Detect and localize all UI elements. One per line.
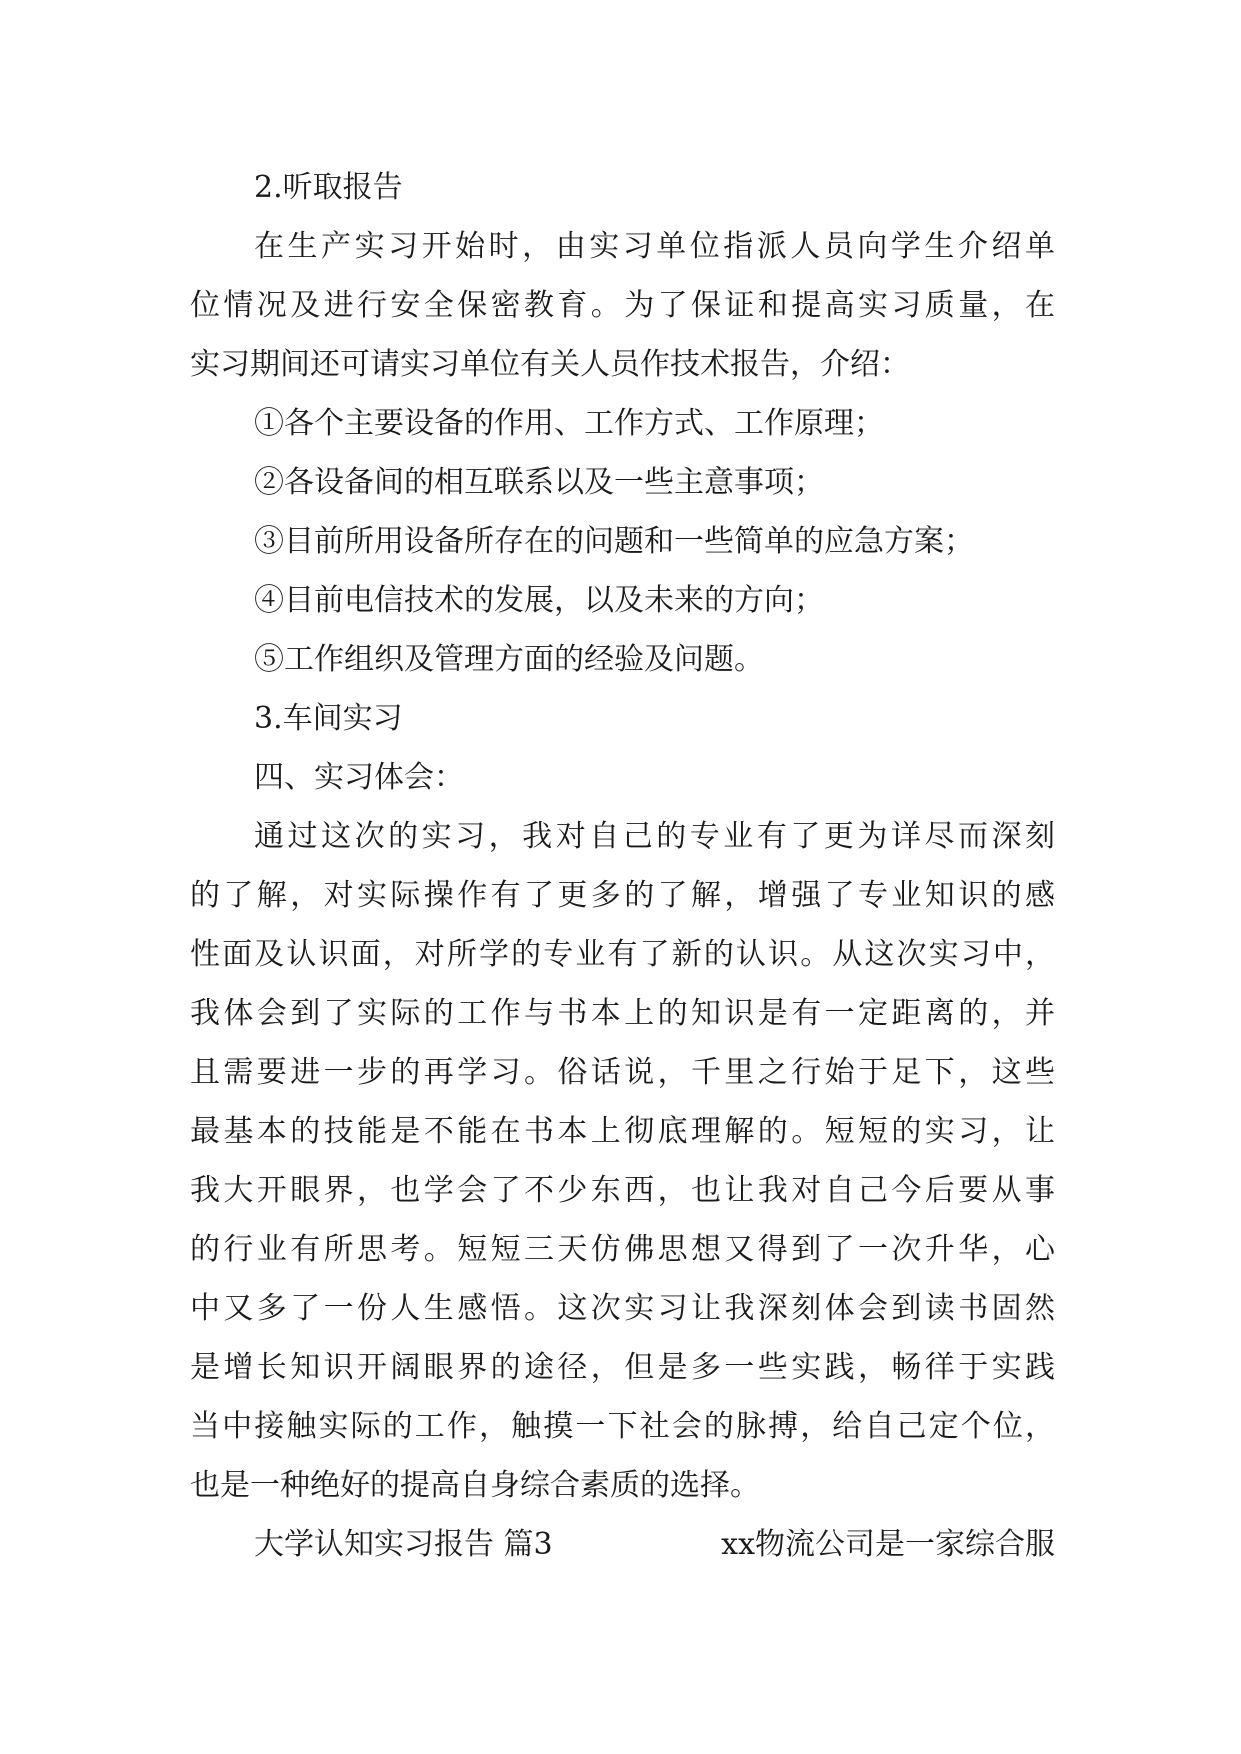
paragraph-line: 中又多了一份人生感悟。这次实习让我深刻体会到读书固然 <box>190 1291 1055 1326</box>
paragraph-line: 也是一种绝好的提高自身综合素质的选择。 <box>190 1468 760 1503</box>
paragraph-line: 当中接触实际的工作，触摸一下社会的脉搏，给自己定个位， <box>190 1409 1055 1444</box>
document-body <box>190 158 1055 1574</box>
next-section-title: 大学认知实习报告 篇3 <box>254 1527 553 1562</box>
paragraph-line: 最基本的技能是不能在书本上彻底理解的。短短的实习，让 <box>190 1114 1055 1149</box>
list-item: ②各设备间的相互联系以及一些主意事项； <box>254 465 824 500</box>
numbered-list <box>190 394 1055 689</box>
paragraph-line: 通过这次的实习，我对自己的专业有了更为详尽而深刻 <box>254 819 1055 854</box>
paragraph-line: 是增长知识开阔眼界的途径，但是多一些实践，畅徉于实践 <box>190 1350 1055 1385</box>
paragraph-line: 且需要进一步的再学习。俗话说，千里之行始于足下，这些 <box>190 1055 1055 1090</box>
paragraph-line: 的行业有所思考。短短三天仿佛思想又得到了一次升华，心 <box>190 1232 1055 1267</box>
paragraph-line: 的了解，对实际操作有了更多的了解，增强了专业知识的感 <box>190 878 1055 913</box>
next-section-start: xx物流公司是一家综合服 <box>721 1527 1055 1562</box>
list-item: ③目前所用设备所存在的问题和一些简单的应急方案； <box>254 524 974 559</box>
subheading-workshop: 3.车间实习 <box>254 701 403 736</box>
list-item: ⑤工作组织及管理方面的经验及问题。 <box>254 642 764 677</box>
paragraph-line: 在生产实习开始时，由实习单位指派人员向学生介绍单 <box>254 229 1055 264</box>
paragraph-line: 我体会到了实际的工作与书本上的知识是有一定距离的，并 <box>190 996 1055 1031</box>
paragraph-line: 性面及认识面，对所学的专业有了新的认识。从这次实习中， <box>190 937 1055 972</box>
next-section-row <box>190 1515 1055 1574</box>
paragraph-line: 位情况及进行安全保密教育。为了保证和提高实习质量，在 <box>190 288 1055 323</box>
list-item: ④目前电信技术的发展，以及未来的方向； <box>254 583 824 618</box>
paragraph-line: 实习期间还可请实习单位有关人员作技术报告，介绍： <box>190 347 910 382</box>
paragraph-experience <box>190 807 1055 1515</box>
list-item: ①各个主要设备的作用、工作方式、工作原理； <box>254 406 884 441</box>
paragraph-report-intro <box>190 217 1055 394</box>
subheading-listen-report: 2.听取报告 <box>254 170 403 205</box>
section-heading-experience: 四、实习体会： <box>254 760 464 795</box>
paragraph-line: 我大开眼界，也学会了不少东西，也让我对自己今后要从事 <box>190 1173 1055 1208</box>
